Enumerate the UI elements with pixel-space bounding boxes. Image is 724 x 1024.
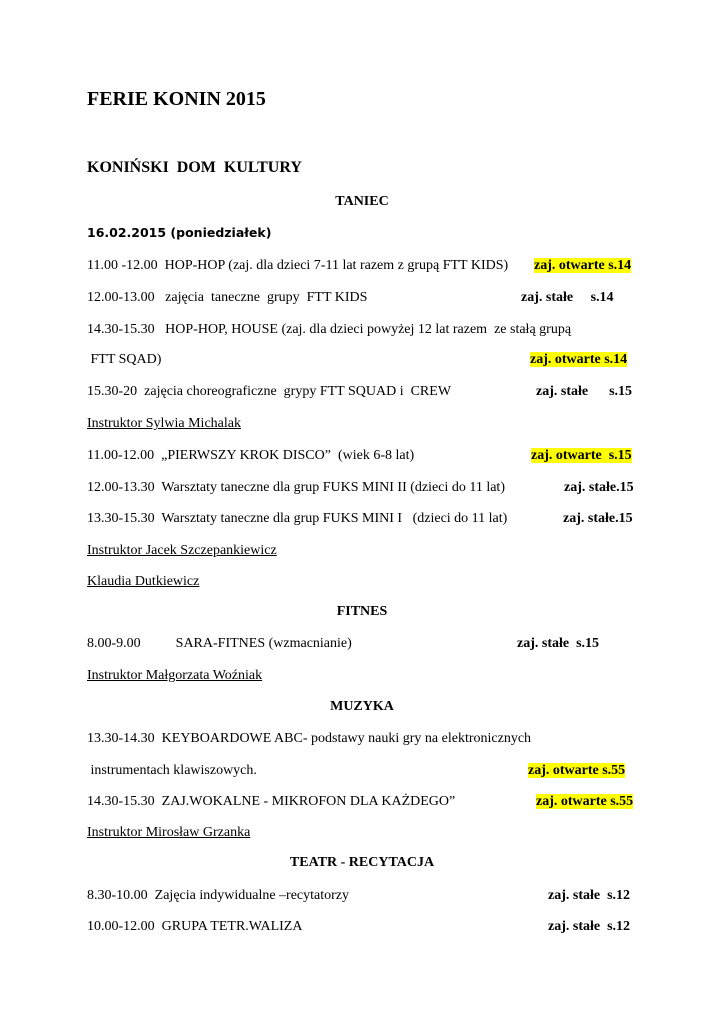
schedule-line: 15.30-20 zajęcia choreograficzne grypy FTT SQUAD i CREW [87, 384, 452, 399]
schedule-line: 11.00 -12.00 HOP-HOP (zaj. dla dzieci 7-11 lat razem z grupą FTT KIDS) [87, 258, 509, 273]
schedule-line: FTT SQAD) [87, 352, 162, 367]
class-type-label: zaj. stałe.15 [563, 511, 633, 526]
section-heading-teatr: TEATR - RECYTACJA [289, 855, 435, 870]
schedule-line: instrumentach klawiszowych. [87, 763, 257, 778]
section-heading-muzyka: MUZYKA [330, 699, 394, 714]
class-type-label: zaj. stałe s.15 [517, 636, 600, 651]
instructor-name: Instruktor Małgorzata Woźniak [87, 668, 263, 683]
section-heading-taniec: TANIEC [335, 194, 389, 209]
instructor-name: Instruktor Jacek Szczepankiewicz [87, 543, 277, 558]
open-class-badge: zaj. otwarte s.55 [536, 794, 634, 809]
open-class-badge: zaj. otwarte s.14 [530, 352, 628, 367]
schedule-line: 14.30-15.30 ZAJ.WOKALNE - MIKROFON DLA KAŻDEGO” [87, 794, 456, 809]
instructor-name: Instruktor Mirosław Grzanka [87, 825, 251, 840]
document-title: FERIE KONIN 2015 [87, 88, 266, 110]
class-type-label: zaj. stałe s.12 [548, 888, 631, 903]
schedule-line: 14.30-15.30 HOP-HOP, HOUSE (zaj. dla dzieci powyżej 12 lat razem ze stałą grupą [87, 322, 572, 337]
open-class-badge: zaj. otwarte s.15 [531, 448, 632, 463]
instructor-name: Instruktor Sylwia Michalak [87, 416, 241, 431]
schedule-line: 11.00-12.00 „PIERWSZY KROK DISCO” (wiek 6-8 lat) [87, 448, 415, 463]
class-type-label: zaj. stałe s.14 [521, 290, 614, 305]
class-type-label: zaj. stałe s.15 [536, 384, 633, 399]
instructor-name: Klaudia Dutkiewicz [87, 574, 200, 589]
institution-name: KONIŃSKI DOM KULTURY [87, 159, 302, 176]
schedule-line: 12.00-13.00 zajęcia taneczne grupy FTT KIDS [87, 290, 368, 305]
schedule-date: 16.02.2015 (poniedziałek) [87, 225, 272, 240]
schedule-line: 8.00-9.00 SARA-FITNES (wzmacnianie) [87, 636, 352, 651]
schedule-line: 13.30-15.30 Warsztaty taneczne dla grup FUKS MINI I (dzieci do 11 lat) [87, 511, 508, 526]
class-type-label: zaj. stałe s.12 [548, 919, 631, 934]
class-type-label: zaj. stałe.15 [564, 480, 634, 495]
schedule-line: 10.00-12.00 GRUPA TETR.WALIZA [87, 919, 303, 934]
section-heading-fitnes: FITNES [336, 604, 388, 619]
schedule-line: 12.00-13.30 Warsztaty taneczne dla grup FUKS MINI II (dzieci do 11 lat) [87, 480, 505, 495]
schedule-line: 13.30-14.30 KEYBOARDOWE ABC- podstawy nauki gry na elektronicznych [87, 731, 532, 746]
schedule-line: 8.30-10.00 Zajęcia indywidualne –recytatorzy [87, 888, 350, 903]
open-class-badge: zaj. otwarte s.14 [534, 258, 632, 273]
open-class-badge: zaj. otwarte s.55 [528, 763, 626, 778]
